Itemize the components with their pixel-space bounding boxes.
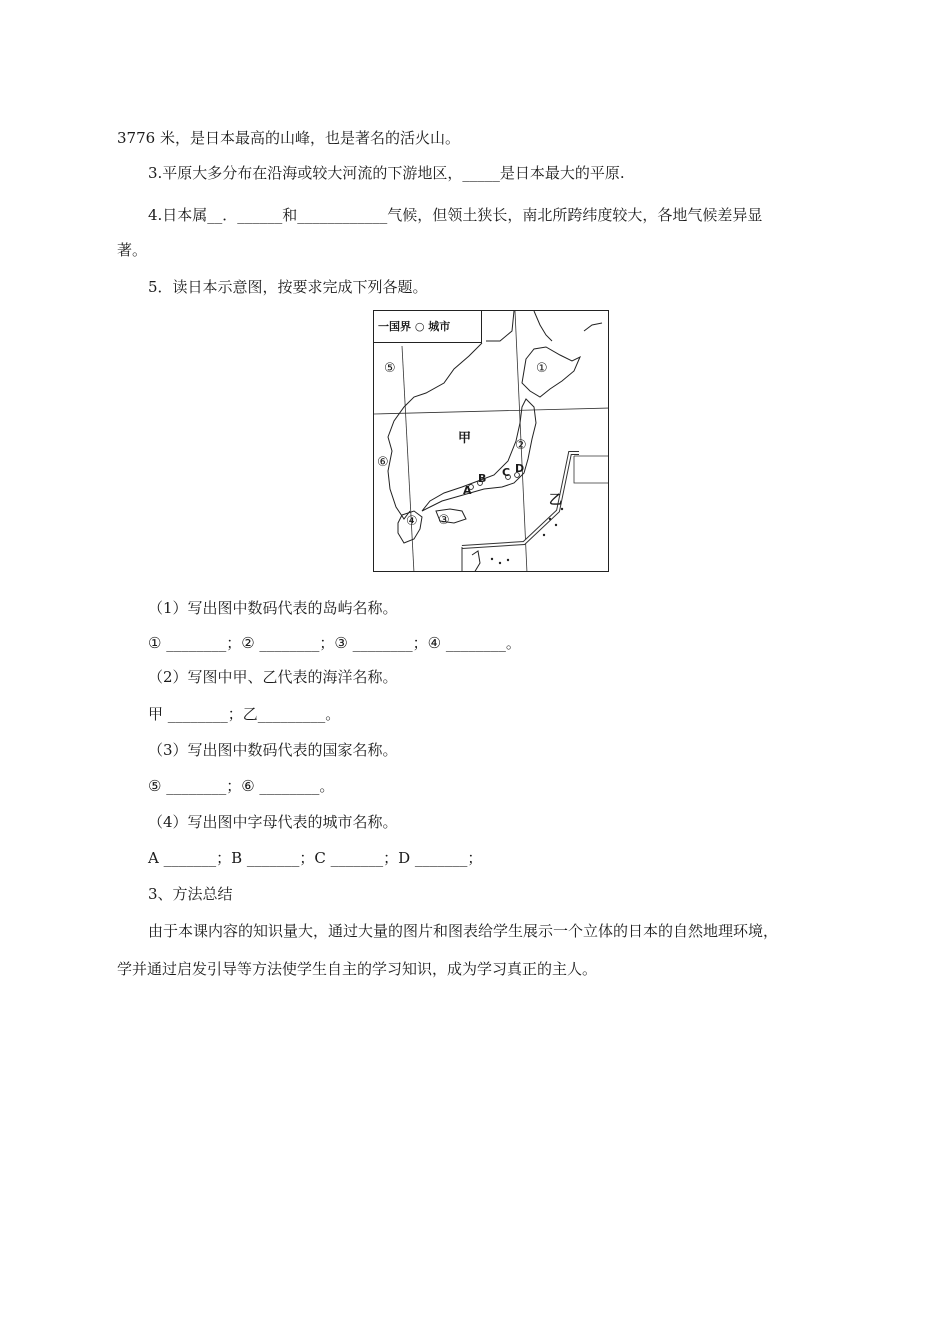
answer-line-2: 甲 ________；乙_________。	[148, 705, 341, 723]
japan-map	[373, 310, 609, 572]
map-label-island-3: ③	[438, 513, 450, 528]
question-2: （2）写图中甲、乙代表的海洋名称。	[148, 668, 398, 686]
map-label-island-1: ①	[536, 361, 548, 376]
summary-paragraph-2: 学并通过启发引导等方法使学生自主的学习知识，成为学习真正的主人。	[117, 960, 598, 978]
section-heading: 3、方法总结	[148, 885, 233, 903]
map-legend: 一国界 ○ 城市	[374, 311, 482, 343]
map-label-city-d: D	[515, 462, 525, 475]
map-label-city-b: B	[478, 472, 487, 485]
answer-line-3: ⑤ ________；⑥ ________。	[148, 777, 335, 795]
question-4: （4）写出图中字母代表的城市名称。	[148, 813, 398, 831]
map-label-island-2: ②	[515, 438, 527, 453]
question-3: （3）写出图中数码代表的国家名称。	[148, 741, 398, 759]
map-label-country-6: ⑥	[377, 455, 389, 470]
question-1: （1）写出图中数码代表的岛屿名称。	[148, 599, 398, 617]
map-drawing	[374, 311, 609, 572]
map-label-city-a: A	[463, 484, 472, 497]
answer-line-4: A _______；B _______；C _______；D _______；	[148, 849, 483, 867]
text-line-5: 5．读日本示意图，按要求完成下列各题。	[148, 278, 428, 296]
map-label-city-c: C	[502, 466, 511, 479]
text-line-2: 3.平原大多分布在沿海或较大河流的下游地区，_____是日本最大的平原.	[148, 164, 625, 182]
text-line-1: 3776 米，是日本最高的山峰，也是著名的活火山。	[117, 129, 460, 147]
map-label-sea-jia: 甲	[458, 431, 472, 446]
answer-line-1: ① ________；② ________；③ ________；④ ________。	[148, 634, 521, 652]
map-label-sea-yi: 乙	[549, 493, 563, 508]
text-line-4: 著。	[117, 241, 148, 259]
map-label-country-5: ⑤	[384, 361, 396, 376]
text-line-3: 4.日本属__．______和____________气候，但领土狭长，南北所跨纬度较大，各地气候差异显	[148, 206, 763, 224]
map-label-island-4: ④	[406, 514, 418, 529]
summary-paragraph-1: 由于本课内容的知识量大，通过大量的图片和图表给学生展示一个立体的日本的自然地理环境，	[148, 922, 779, 940]
